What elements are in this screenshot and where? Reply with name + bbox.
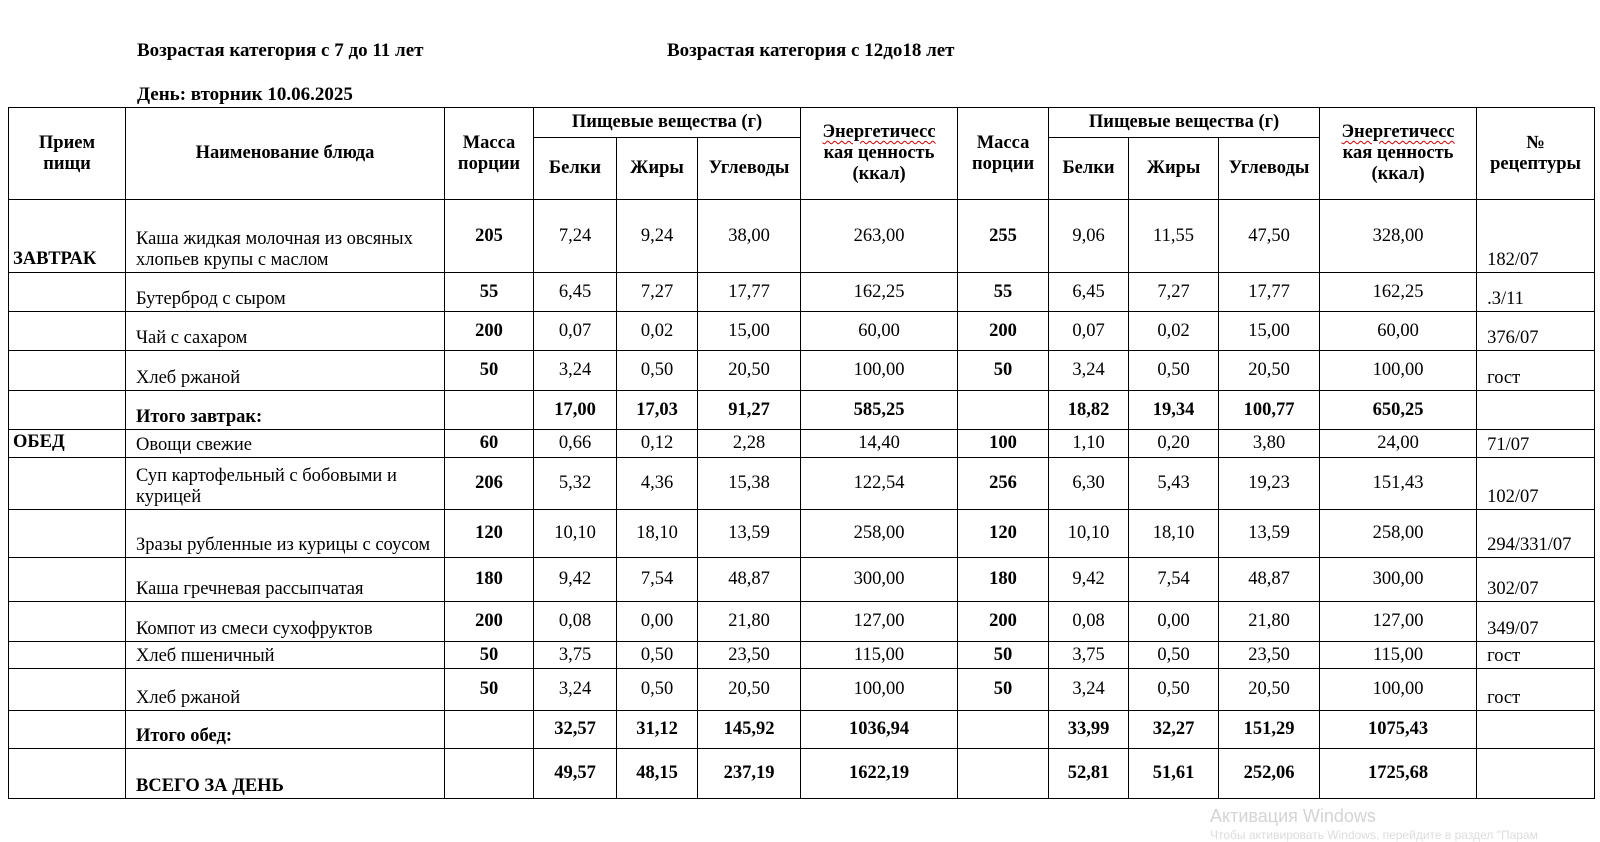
energy-7-11: 258,00 <box>801 510 958 558</box>
carbs-7-11: 2,28 <box>698 430 801 458</box>
table-row <box>9 711 1595 749</box>
recipe-number: .3/11 <box>1477 273 1595 312</box>
fat-12-18: 11,55 <box>1129 200 1219 273</box>
carbs-12-18: 48,87 <box>1219 558 1320 602</box>
dish-name: ВСЕГО ЗА ДЕНЬ <box>126 749 445 799</box>
energy-7-11: 1036,94 <box>801 711 958 749</box>
dish-name: Чай с сахаром <box>126 312 445 351</box>
carbs-7-11: 15,00 <box>698 312 801 351</box>
carbs-12-18: 47,50 <box>1219 200 1320 273</box>
recipe-number: гост <box>1477 351 1595 391</box>
energy-12-18: 100,00 <box>1320 351 1477 391</box>
carbs-7-11: 91,27 <box>698 391 801 430</box>
dish-name: Хлеб ржаной <box>126 351 445 391</box>
menu-table <box>8 107 1595 799</box>
header-nutrients-7-11: Пищевые вещества (г) <box>534 108 801 138</box>
energy-12-18: 1075,43 <box>1320 711 1477 749</box>
carbs-7-11: 21,80 <box>698 602 801 642</box>
table-row <box>9 510 1595 558</box>
dish-name: Каша жидкая молочная из овсяных хлопьев крупы с маслом <box>126 200 445 273</box>
protein-12-18: 3,75 <box>1049 642 1129 669</box>
protein-12-18: 6,45 <box>1049 273 1129 312</box>
carbs-7-11: 48,87 <box>698 558 801 602</box>
table-row <box>9 669 1595 711</box>
energy-7-11: 14,40 <box>801 430 958 458</box>
fat-7-11: 0,50 <box>617 642 698 669</box>
fat-12-18: 0,50 <box>1129 351 1219 391</box>
mass-12-18: 50 <box>958 642 1049 669</box>
mass-12-18 <box>958 391 1049 430</box>
meal-cell: ЗАВТРАК <box>9 200 126 273</box>
mass-12-18: 50 <box>958 669 1049 711</box>
mass-7-11: 50 <box>445 642 534 669</box>
energy-7-11: 100,00 <box>801 351 958 391</box>
carbs-12-18: 252,06 <box>1219 749 1320 799</box>
energy-7-11: 585,25 <box>801 391 958 430</box>
recipe-number: 302/07 <box>1477 558 1595 602</box>
protein-12-18: 3,24 <box>1049 669 1129 711</box>
energy-header-part2: кая ценность (ккал) <box>823 143 935 184</box>
meal-cell <box>9 273 126 312</box>
protein-7-11: 17,00 <box>534 391 617 430</box>
fat-7-11: 9,24 <box>617 200 698 273</box>
meal-cell <box>9 602 126 642</box>
header-mass-7-11: Масса порции <box>445 108 534 200</box>
header-nutrients-12-18: Пищевые вещества (г) <box>1049 108 1320 138</box>
energy-12-18: 24,00 <box>1320 430 1477 458</box>
protein-7-11: 32,57 <box>534 711 617 749</box>
table-row <box>9 749 1595 799</box>
energy-7-11: 127,00 <box>801 602 958 642</box>
fat-7-11: 31,12 <box>617 711 698 749</box>
fat-12-18: 0,02 <box>1129 312 1219 351</box>
carbs-7-11: 15,38 <box>698 458 801 510</box>
carbs-12-18: 3,80 <box>1219 430 1320 458</box>
protein-7-11: 10,10 <box>534 510 617 558</box>
protein-7-11: 0,66 <box>534 430 617 458</box>
meal-cell <box>9 669 126 711</box>
protein-12-18: 6,30 <box>1049 458 1129 510</box>
table-row <box>9 558 1595 602</box>
dish-name: Хлеб ржаной <box>126 669 445 711</box>
protein-12-18: 1,10 <box>1049 430 1129 458</box>
mass-7-11: 50 <box>445 351 534 391</box>
table-row <box>9 642 1595 669</box>
fat-7-11: 18,10 <box>617 510 698 558</box>
header-fat-7-11: Жиры <box>617 138 698 200</box>
protein-7-11: 5,32 <box>534 458 617 510</box>
meal-cell: ОБЕД <box>9 430 126 458</box>
dish-name: Итого обед: <box>126 711 445 749</box>
menu-day: День: вторник 10.06.2025 <box>137 84 353 105</box>
energy-header-part2: кая ценность (ккал) <box>1342 143 1454 184</box>
energy-12-18: 258,00 <box>1320 510 1477 558</box>
carbs-12-18: 13,59 <box>1219 510 1320 558</box>
recipe-number: 102/07 <box>1477 458 1595 510</box>
carbs-7-11: 13,59 <box>698 510 801 558</box>
protein-7-11: 3,24 <box>534 351 617 391</box>
protein-7-11: 7,24 <box>534 200 617 273</box>
mass-12-18: 180 <box>958 558 1049 602</box>
recipe-number <box>1477 711 1595 749</box>
table-row <box>9 602 1595 642</box>
carbs-12-18: 100,77 <box>1219 391 1320 430</box>
energy-12-18: 1725,68 <box>1320 749 1477 799</box>
energy-7-11: 122,54 <box>801 458 958 510</box>
mass-7-11: 200 <box>445 602 534 642</box>
header-protein-12-18: Белки <box>1049 138 1129 200</box>
header-dish: Наименование блюда <box>126 108 445 200</box>
carbs-7-11: 20,50 <box>698 669 801 711</box>
energy-12-18: 162,25 <box>1320 273 1477 312</box>
dish-name: Овощи свежие <box>126 430 445 458</box>
mass-12-18: 256 <box>958 458 1049 510</box>
fat-7-11: 0,00 <box>617 602 698 642</box>
recipe-number <box>1477 391 1595 430</box>
fat-12-18: 0,20 <box>1129 430 1219 458</box>
meal-cell <box>9 510 126 558</box>
protein-7-11: 0,08 <box>534 602 617 642</box>
mass-7-11: 180 <box>445 558 534 602</box>
table-row <box>9 351 1595 391</box>
mass-12-18: 255 <box>958 200 1049 273</box>
protein-12-18: 52,81 <box>1049 749 1129 799</box>
meal-cell <box>9 312 126 351</box>
fat-7-11: 7,27 <box>617 273 698 312</box>
carbs-7-11: 145,92 <box>698 711 801 749</box>
carbs-12-18: 17,77 <box>1219 273 1320 312</box>
protein-7-11: 3,75 <box>534 642 617 669</box>
dish-name: Зразы рубленные из курицы с соусом <box>126 510 445 558</box>
protein-12-18: 18,82 <box>1049 391 1129 430</box>
energy-7-11: 263,00 <box>801 200 958 273</box>
recipe-number: 294/331/07 <box>1477 510 1595 558</box>
fat-7-11: 4,36 <box>617 458 698 510</box>
energy-7-11: 60,00 <box>801 312 958 351</box>
header-mass-12-18: Масса порции <box>958 108 1049 200</box>
fat-7-11: 0,12 <box>617 430 698 458</box>
table-row <box>9 273 1595 312</box>
mass-7-11: 205 <box>445 200 534 273</box>
mass-7-11: 206 <box>445 458 534 510</box>
fat-12-18: 18,10 <box>1129 510 1219 558</box>
fat-12-18: 7,27 <box>1129 273 1219 312</box>
fat-7-11: 48,15 <box>617 749 698 799</box>
protein-12-18: 33,99 <box>1049 711 1129 749</box>
fat-7-11: 0,02 <box>617 312 698 351</box>
energy-12-18: 328,00 <box>1320 200 1477 273</box>
energy-12-18: 115,00 <box>1320 642 1477 669</box>
table-row <box>9 430 1595 458</box>
mass-12-18: 200 <box>958 312 1049 351</box>
fat-12-18: 5,43 <box>1129 458 1219 510</box>
dish-name: Суп картофельный с бобовыми и курицей <box>126 458 445 510</box>
protein-12-18: 9,42 <box>1049 558 1129 602</box>
recipe-number: 349/07 <box>1477 602 1595 642</box>
fat-7-11: 7,54 <box>617 558 698 602</box>
header-meal: Прием пищи <box>9 108 126 200</box>
recipe-number: гост <box>1477 669 1595 711</box>
menu-body <box>9 200 1595 799</box>
mass-7-11 <box>445 711 534 749</box>
fat-12-18: 0,50 <box>1129 669 1219 711</box>
energy-7-11: 100,00 <box>801 669 958 711</box>
header-recipe: № рецептуры <box>1477 108 1595 200</box>
carbs-7-11: 17,77 <box>698 273 801 312</box>
mass-7-11 <box>445 391 534 430</box>
mass-12-18: 100 <box>958 430 1049 458</box>
energy-header-part1: Энергетичесс <box>1341 122 1455 142</box>
carbs-12-18: 20,50 <box>1219 351 1320 391</box>
energy-12-18: 300,00 <box>1320 558 1477 602</box>
energy-7-11: 1622,19 <box>801 749 958 799</box>
carbs-12-18: 19,23 <box>1219 458 1320 510</box>
age-category-7-11: Возрастая категория с 7 до 11 лет <box>137 40 424 61</box>
carbs-12-18: 151,29 <box>1219 711 1320 749</box>
energy-12-18: 127,00 <box>1320 602 1477 642</box>
energy-12-18: 60,00 <box>1320 312 1477 351</box>
recipe-number <box>1477 749 1595 799</box>
fat-12-18: 19,34 <box>1129 391 1219 430</box>
mass-12-18 <box>958 711 1049 749</box>
header-energy-12-18 <box>1320 108 1477 200</box>
mass-12-18: 120 <box>958 510 1049 558</box>
dish-name: Итого завтрак: <box>126 391 445 430</box>
recipe-number: 182/07 <box>1477 200 1595 273</box>
carbs-7-11: 237,19 <box>698 749 801 799</box>
table-row <box>9 391 1595 430</box>
fat-12-18: 32,27 <box>1129 711 1219 749</box>
header-carbs-12-18: Углеводы <box>1219 138 1320 200</box>
header-energy-7-11 <box>801 108 958 200</box>
protein-7-11: 6,45 <box>534 273 617 312</box>
meal-cell <box>9 642 126 669</box>
dish-name: Хлеб пшеничный <box>126 642 445 669</box>
mass-7-11: 120 <box>445 510 534 558</box>
energy-12-18: 650,25 <box>1320 391 1477 430</box>
protein-12-18: 0,08 <box>1049 602 1129 642</box>
age-category-12-18: Возрастая категория с 12до18 лет <box>667 40 955 61</box>
table-row <box>9 458 1595 510</box>
carbs-7-11: 23,50 <box>698 642 801 669</box>
mass-12-18 <box>958 749 1049 799</box>
energy-7-11: 300,00 <box>801 558 958 602</box>
mass-7-11: 60 <box>445 430 534 458</box>
protein-7-11: 0,07 <box>534 312 617 351</box>
mass-12-18: 200 <box>958 602 1049 642</box>
protein-7-11: 9,42 <box>534 558 617 602</box>
mass-12-18: 50 <box>958 351 1049 391</box>
mass-12-18: 55 <box>958 273 1049 312</box>
dish-name: Каша гречневая рассыпчатая <box>126 558 445 602</box>
energy-7-11: 115,00 <box>801 642 958 669</box>
carbs-7-11: 20,50 <box>698 351 801 391</box>
fat-12-18: 7,54 <box>1129 558 1219 602</box>
windows-activation-watermark: Активация Windows <box>1210 806 1376 826</box>
carbs-7-11: 38,00 <box>698 200 801 273</box>
fat-12-18: 0,50 <box>1129 642 1219 669</box>
meal-cell <box>9 458 126 510</box>
meal-cell <box>9 749 126 799</box>
mass-7-11 <box>445 749 534 799</box>
fat-7-11: 0,50 <box>617 669 698 711</box>
fat-7-11: 17,03 <box>617 391 698 430</box>
meal-cell <box>9 351 126 391</box>
energy-7-11: 162,25 <box>801 273 958 312</box>
header-carbs-7-11: Углеводы <box>698 138 801 200</box>
carbs-12-18: 15,00 <box>1219 312 1320 351</box>
fat-7-11: 0,50 <box>617 351 698 391</box>
mass-7-11: 55 <box>445 273 534 312</box>
carbs-12-18: 23,50 <box>1219 642 1320 669</box>
fat-12-18: 0,00 <box>1129 602 1219 642</box>
dish-name: Компот из смеси сухофруктов <box>126 602 445 642</box>
recipe-number: гост <box>1477 642 1595 669</box>
protein-12-18: 3,24 <box>1049 351 1129 391</box>
protein-7-11: 49,57 <box>534 749 617 799</box>
energy-header-part1: Энергетичесс <box>822 122 936 142</box>
mass-7-11: 200 <box>445 312 534 351</box>
protein-12-18: 10,10 <box>1049 510 1129 558</box>
meal-cell <box>9 391 126 430</box>
energy-12-18: 151,43 <box>1320 458 1477 510</box>
fat-12-18: 51,61 <box>1129 749 1219 799</box>
protein-12-18: 0,07 <box>1049 312 1129 351</box>
windows-activation-hint: Чтобы активировать Windows, перейдите в раздел "Парам <box>1210 828 1538 842</box>
mass-7-11: 50 <box>445 669 534 711</box>
carbs-12-18: 21,80 <box>1219 602 1320 642</box>
recipe-number: 71/07 <box>1477 430 1595 458</box>
dish-name: Бутерброд с сыром <box>126 273 445 312</box>
header-protein-7-11: Белки <box>534 138 617 200</box>
table-row <box>9 200 1595 273</box>
meal-cell <box>9 711 126 749</box>
carbs-12-18: 20,50 <box>1219 669 1320 711</box>
protein-12-18: 9,06 <box>1049 200 1129 273</box>
header-fat-12-18: Жиры <box>1129 138 1219 200</box>
table-row <box>9 312 1595 351</box>
energy-12-18: 100,00 <box>1320 669 1477 711</box>
protein-7-11: 3,24 <box>534 669 617 711</box>
recipe-number: 376/07 <box>1477 312 1595 351</box>
meal-cell <box>9 558 126 602</box>
